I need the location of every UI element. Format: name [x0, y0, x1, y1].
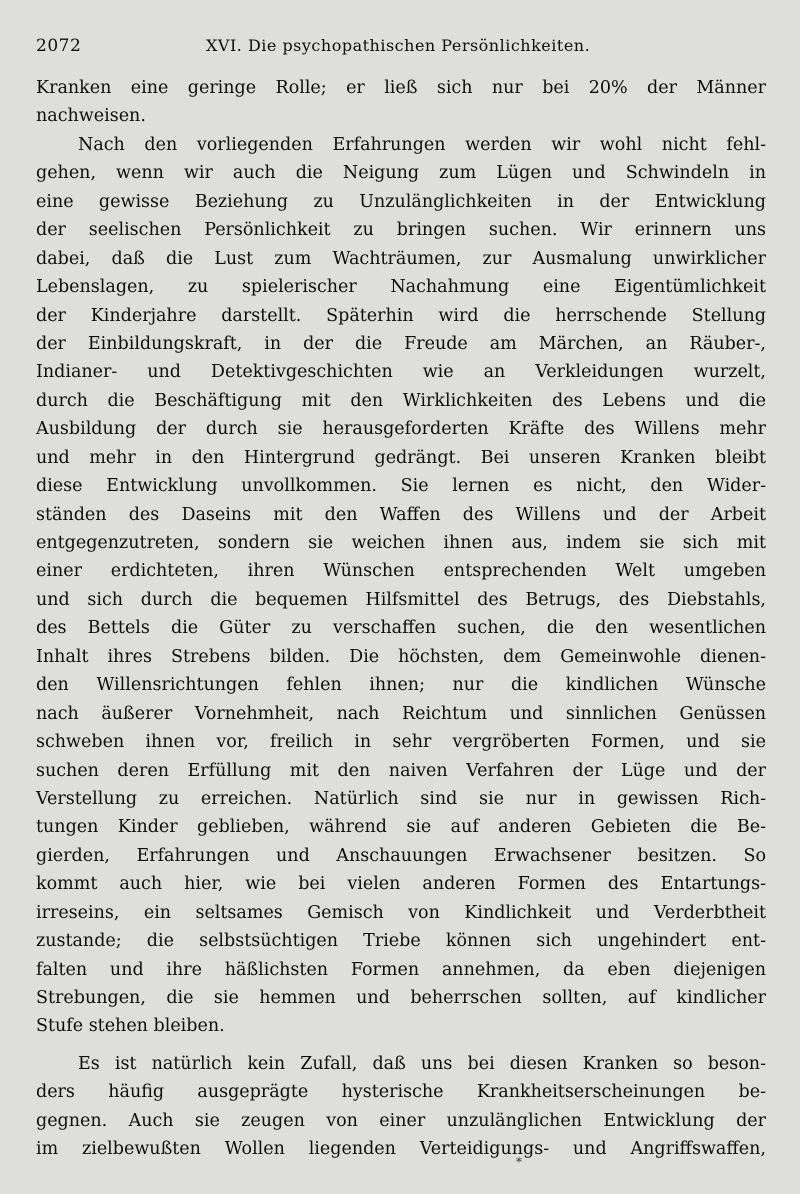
text-line: suchen deren Erfüllung mit den naiven Verfahren der Lüge und der: [36, 760, 766, 781]
text-line: der Einbildungskraft, in der die Freude am Märchen, an Räuber-,: [36, 333, 766, 354]
text-line: der seelischen Persönlichkeit zu bringen suchen. Wir erinnern uns: [36, 220, 766, 241]
text-line: des Bettels die Güter zu verschaffen suchen, die den wesentlichen: [36, 618, 766, 639]
text-line: der Kinderjahre darstellt. Späterhin wird die herrschende Stellung: [36, 305, 766, 326]
text-line: Strebungen, die sie hemmen und beherrschen sollten, auf kindlicher: [36, 988, 766, 1008]
paragraph: [36, 74, 766, 131]
text-line: irreseins, ein seltsames Gemisch von Kindlichkeit und Verderbtheit: [36, 902, 766, 923]
paragraph: [36, 1050, 766, 1164]
text-line: im zielbewußten Wollen liegenden Verteidigungs- und Angriffswaffen,: [36, 1139, 766, 1160]
text-line: Es ist natürlich kein Zufall, daß uns bei diesen Kranken so beson-: [78, 1053, 766, 1074]
paragraph: [36, 131, 766, 1041]
text-line: Lebenslagen, zu spielerischer Nachahmung eine Eigentümlichkeit: [36, 277, 766, 298]
text-line: diese Entwicklung unvollkommen. Sie lernen es nicht, den Wider-: [36, 476, 766, 497]
text-line: entgegenzutreten, sondern sie weichen ihnen aus, indem sie sich mit: [36, 533, 766, 553]
text-line: gehen, wenn wir auch die Neigung zum Lügen und Schwindeln in: [36, 163, 766, 184]
text-line: ders häufig ausgeprägte hysterische Krankheitserscheinungen be-: [36, 1082, 766, 1103]
text-line: dabei, daß die Lust zum Wachträumen, zur Ausmalung unwirklicher: [36, 248, 766, 269]
text-line: Verstellung zu erreichen. Natürlich sind sie nur in gewissen Rich-: [36, 788, 766, 809]
text-line: den Willensrichtungen fehlen ihnen; nur die kindlichen Wünsche: [36, 675, 766, 696]
text-line: durch die Beschäftigung mit den Wirklichkeiten des Lebens und die: [36, 390, 766, 411]
text-line: Ausbildung der durch sie herausgeforderten Kräfte des Willens mehr: [36, 419, 766, 440]
text-line: und mehr in den Hintergrund gedrängt. Bei unseren Kranken bleibt: [36, 447, 766, 468]
text-line: nach äußerer Vornehmheit, nach Reichtum und sinnlichen Genüssen: [36, 703, 766, 724]
text-line: gegnen. Auch sie zeugen von einer unzulänglichen Entwicklung der: [36, 1110, 766, 1131]
page-header: [36, 36, 766, 60]
text-line: kommt auch hier, wie bei vielen anderen Formen des Entartungs-: [36, 874, 766, 895]
text-line: eine gewisse Beziehung zu Unzulänglichkeiten in der Entwicklung: [36, 191, 766, 212]
text-line: schweben ihnen vor, freilich in sehr vergröberten Formen, und sie: [36, 732, 766, 753]
text-line: gierden, Erfahrungen und Anschauungen Erwachsener besitzen. So: [36, 845, 766, 866]
paragraph-gap: [36, 1041, 766, 1050]
text-line: nachweisen.: [36, 106, 146, 127]
text-line: tungen Kinder geblieben, während sie auf anderen Gebieten die Be-: [36, 817, 766, 838]
text-line: zustande; die selbstsüchtigen Triebe können sich ungehindert ent-: [36, 931, 766, 952]
text-line: einer erdichteten, ihren Wünschen entsprechenden Welt umgeben: [36, 561, 766, 582]
text-line: Indianer- und Detektivgeschichten wie an Verkleidungen wurzelt,: [36, 362, 766, 383]
text-line: falten und ihre häßlichsten Formen annehmen, da eben diejenigen: [36, 959, 766, 980]
text-line: Nach den vorliegenden Erfahrungen werden wir wohl nicht fehl-: [78, 134, 766, 155]
text-line: und sich durch die bequemen Hilfsmittel des Betrugs, des Diebstahls,: [36, 589, 766, 610]
page-number: 2072: [36, 36, 82, 56]
body-text: [36, 74, 766, 1164]
text-line: Stufe stehen bleiben.: [36, 1016, 225, 1037]
text-line: Inhalt ihres Strebens bilden. Die höchsten, dem Gemeinwohle dienen-: [36, 646, 766, 667]
text-line: Kranken eine geringe Rolle; er ließ sich nur bei 20% der Männer: [36, 78, 766, 98]
running-head: XVI. Die psychopathischen Persönlichkeiten.: [206, 36, 591, 55]
text-line: ständen des Daseins mit den Waffen des Willens und der Arbeit: [36, 504, 766, 525]
footer-mark: *: [516, 1155, 522, 1169]
